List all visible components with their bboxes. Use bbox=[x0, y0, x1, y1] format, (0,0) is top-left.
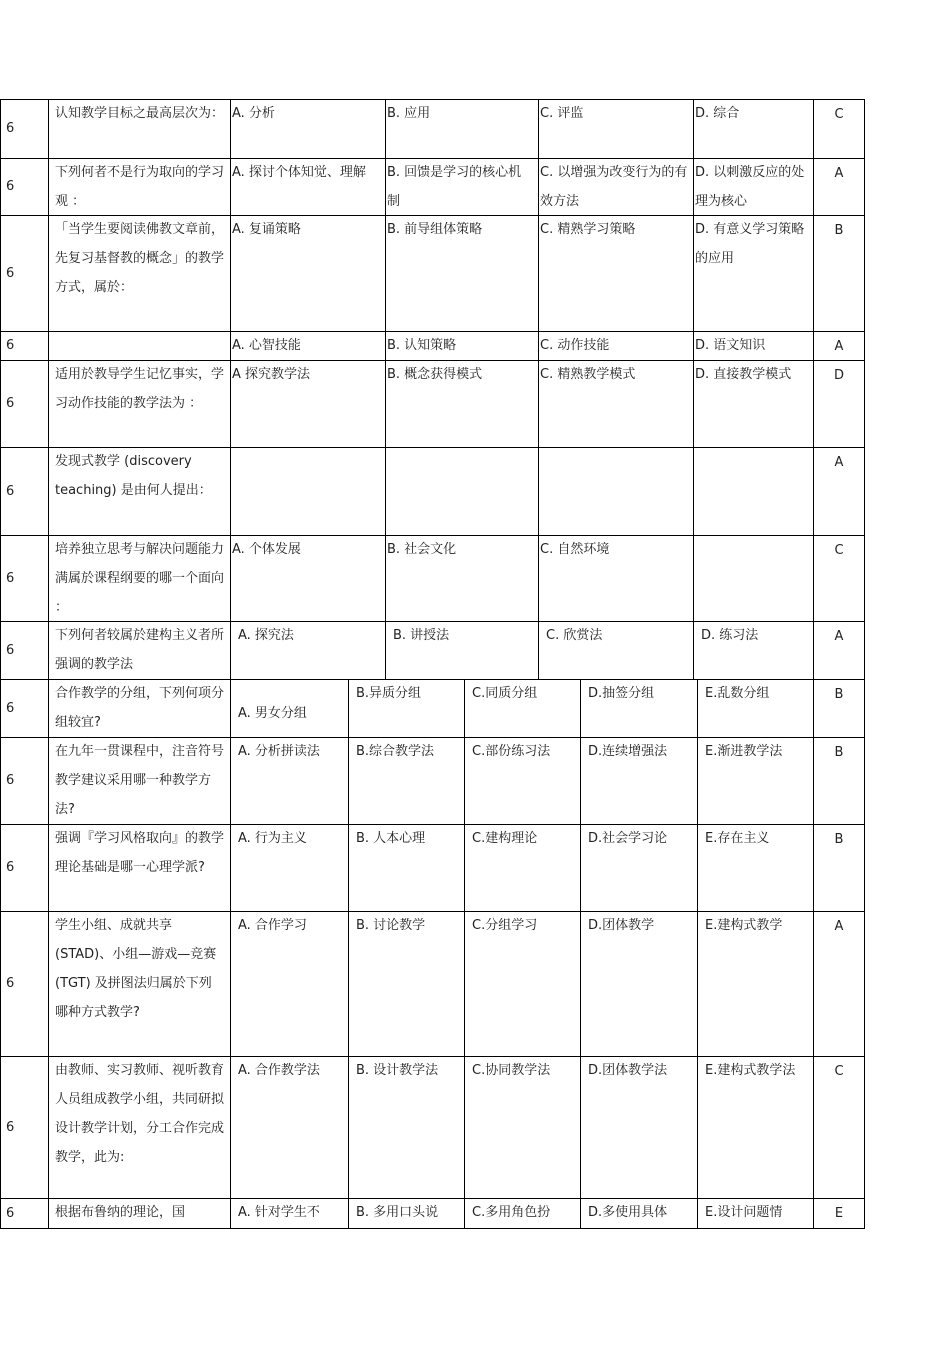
table-border-vertical bbox=[48, 447, 49, 535]
option-c: C.部份练习法 bbox=[472, 744, 551, 759]
option-a: A. 探讨个体知觉、理解 bbox=[232, 165, 366, 180]
table-border-vertical bbox=[693, 99, 694, 158]
answer-key: A bbox=[834, 166, 844, 181]
answer-key: B bbox=[834, 687, 844, 702]
option-d: D.多使用具体 bbox=[588, 1205, 668, 1220]
option-c: C.建构理论 bbox=[472, 831, 538, 846]
option-d: D. 以刺激反应的处理为核心 bbox=[695, 165, 805, 209]
table-border-vertical bbox=[697, 911, 698, 1056]
table-border-vertical bbox=[230, 158, 231, 215]
question-text: 在九年一贯课程中，注音符号教学建议采用哪一种教学方法? bbox=[55, 744, 225, 817]
table-border-horizontal bbox=[0, 535, 865, 536]
table-border-vertical bbox=[864, 679, 865, 737]
question-text: 认知教学目标之最高层次为： bbox=[55, 106, 225, 121]
table-border-vertical bbox=[538, 535, 539, 621]
table-border-vertical bbox=[464, 1198, 465, 1228]
answer-key: E bbox=[834, 1206, 844, 1221]
table-border-vertical bbox=[464, 824, 465, 911]
option-a: A 探究教学法 bbox=[232, 367, 311, 382]
table-border-vertical bbox=[348, 737, 349, 824]
table-border-vertical bbox=[693, 621, 694, 679]
table-border-horizontal bbox=[0, 679, 865, 680]
option-c bbox=[538, 447, 693, 535]
table-border-vertical bbox=[385, 331, 386, 360]
table-border-vertical bbox=[385, 99, 386, 158]
table-border-vertical bbox=[0, 1198, 1, 1228]
option-e: E.设计问题情 bbox=[705, 1205, 783, 1220]
option-c: C. 自然环境 bbox=[540, 542, 610, 557]
table-border-vertical bbox=[348, 1056, 349, 1198]
option-a: A. 合作学习 bbox=[238, 918, 307, 933]
table-border-vertical bbox=[464, 679, 465, 737]
table-border-vertical bbox=[0, 447, 1, 535]
option-c: C. 欣赏法 bbox=[546, 628, 603, 643]
table-border-vertical bbox=[48, 737, 49, 824]
option-a: A. 探究法 bbox=[238, 628, 294, 643]
table-border-horizontal bbox=[0, 331, 865, 332]
option-d: D.团体教学法 bbox=[588, 1063, 668, 1078]
option-b bbox=[385, 447, 538, 535]
table-border-vertical bbox=[538, 158, 539, 215]
table-border-vertical bbox=[230, 215, 231, 331]
option-b: B. 回馈是学习的核心机制 bbox=[387, 165, 522, 209]
table-border-vertical bbox=[230, 99, 231, 158]
table-border-vertical bbox=[864, 824, 865, 911]
table-border-horizontal bbox=[0, 158, 865, 159]
table-border-vertical bbox=[693, 360, 694, 447]
table-border-vertical bbox=[697, 679, 698, 737]
table-border-vertical bbox=[813, 215, 814, 331]
table-border-vertical bbox=[864, 215, 865, 331]
option-c: C. 评监 bbox=[540, 106, 584, 121]
option-b: B.异质分组 bbox=[356, 686, 422, 701]
table-border-vertical bbox=[813, 737, 814, 824]
row-number: 6 bbox=[6, 121, 15, 136]
option-b: B. 讲授法 bbox=[393, 628, 450, 643]
table-border-horizontal bbox=[0, 215, 865, 216]
table-border-vertical bbox=[230, 535, 231, 621]
table-border-vertical bbox=[813, 447, 814, 535]
table-border-vertical bbox=[538, 360, 539, 447]
table-border-vertical bbox=[348, 679, 349, 737]
option-d: D. 有意义学习策略的应用 bbox=[695, 222, 805, 266]
table-border-vertical bbox=[230, 824, 231, 911]
table-border-vertical bbox=[864, 911, 865, 1056]
option-b: B. 讨论教学 bbox=[356, 918, 426, 933]
table-border-vertical bbox=[48, 215, 49, 331]
table-border-vertical bbox=[348, 1198, 349, 1228]
option-c: C. 动作技能 bbox=[540, 338, 610, 353]
answer-key: B bbox=[834, 832, 844, 847]
answer-key: A bbox=[834, 629, 844, 644]
table-border-vertical bbox=[0, 737, 1, 824]
option-b: B. 人本心理 bbox=[356, 831, 426, 846]
table-border-vertical bbox=[864, 1056, 865, 1198]
table-border-vertical bbox=[813, 1198, 814, 1228]
answer-key: B bbox=[834, 223, 844, 238]
option-d bbox=[693, 447, 813, 535]
row-number: 6 bbox=[6, 1205, 15, 1221]
question-text: 适用於教导学生记忆事实，学习动作技能的教学法为 ： bbox=[55, 367, 225, 411]
table-border-horizontal bbox=[0, 1198, 865, 1199]
table-border-vertical bbox=[385, 158, 386, 215]
option-d: D.连续增强法 bbox=[588, 744, 668, 759]
table-border-vertical bbox=[580, 1056, 581, 1198]
table-border-vertical bbox=[385, 360, 386, 447]
table-border-vertical bbox=[697, 1056, 698, 1198]
table-border-vertical bbox=[464, 911, 465, 1056]
table-border-vertical bbox=[48, 1056, 49, 1198]
table-border-vertical bbox=[230, 911, 231, 1056]
table-border-vertical bbox=[464, 737, 465, 824]
option-a: A. 个体发展 bbox=[232, 542, 301, 557]
option-b: B. 应用 bbox=[387, 106, 431, 121]
table-border-vertical bbox=[580, 911, 581, 1056]
option-b: B. 设计教学法 bbox=[356, 1063, 439, 1078]
option-d: D. 练习法 bbox=[701, 628, 759, 643]
table-border-vertical bbox=[864, 535, 865, 621]
table-border-vertical bbox=[864, 621, 865, 679]
option-d: D.团体教学 bbox=[588, 918, 655, 933]
table-border-vertical bbox=[0, 99, 1, 158]
table-border-vertical bbox=[813, 679, 814, 737]
answer-key: A bbox=[834, 339, 844, 354]
table-border-vertical bbox=[697, 1198, 698, 1228]
row-number: 6 bbox=[6, 700, 15, 716]
table-border-vertical bbox=[813, 331, 814, 360]
option-d: D. 语文知识 bbox=[695, 338, 766, 353]
table-border-vertical bbox=[48, 621, 49, 679]
table-border-horizontal bbox=[0, 447, 865, 448]
question-text: 合作教学的分组，下列何项分组较宜? bbox=[55, 686, 225, 730]
table-border-vertical bbox=[813, 911, 814, 1056]
table-border-vertical bbox=[230, 621, 231, 679]
answer-key: D bbox=[833, 368, 844, 383]
table-border-vertical bbox=[813, 535, 814, 621]
table-border-vertical bbox=[538, 99, 539, 158]
option-a: A. 分析 bbox=[232, 106, 275, 121]
option-d: D.社会学习论 bbox=[588, 831, 668, 846]
option-b: B.综合教学法 bbox=[356, 744, 435, 759]
row-number: 6 bbox=[6, 570, 15, 586]
table-border-vertical bbox=[580, 824, 581, 911]
table-border-vertical bbox=[693, 158, 694, 215]
table-border-horizontal bbox=[0, 824, 865, 825]
table-border-vertical bbox=[538, 447, 539, 535]
table-border-vertical bbox=[348, 824, 349, 911]
table-border-vertical bbox=[697, 824, 698, 911]
table-border-vertical bbox=[48, 911, 49, 1056]
table-border-vertical bbox=[48, 158, 49, 215]
option-a: A. 针对学生不 bbox=[238, 1205, 320, 1220]
row-number: 6 bbox=[6, 773, 15, 788]
table-border-vertical bbox=[0, 824, 1, 911]
option-e: E.存在主义 bbox=[705, 831, 770, 846]
table-border-horizontal bbox=[0, 621, 865, 622]
row-number: 6 bbox=[6, 179, 15, 194]
option-d bbox=[693, 535, 813, 621]
table-border-vertical bbox=[864, 360, 865, 447]
question-text: 学生小组、成就共享(STAD)、小组—游戏—竞赛 (TGT) 及拼图法归属於下列哪种方式教学? bbox=[55, 918, 217, 1020]
table-border-vertical bbox=[693, 215, 694, 331]
table-border-vertical bbox=[864, 158, 865, 215]
answer-key: A bbox=[834, 919, 844, 934]
question-text: 下列何者较属於建构主义者所强调的教学法 bbox=[55, 628, 225, 672]
table-border-vertical bbox=[230, 1056, 231, 1198]
table-border-vertical bbox=[580, 1198, 581, 1228]
table-border-horizontal bbox=[0, 911, 865, 912]
table-border-vertical bbox=[230, 737, 231, 824]
question-text: 强调『学习风格取向』的教学理论基础是哪一心理学派? bbox=[55, 831, 225, 875]
table-border-vertical bbox=[0, 1056, 1, 1198]
question-text: 「当学生要阅读佛教文章前，先复习基督教的概念」的教学方式，属於： bbox=[55, 222, 225, 295]
option-a: A. 复诵策略 bbox=[232, 222, 301, 237]
table-border-vertical bbox=[0, 621, 1, 679]
table-border-vertical bbox=[48, 535, 49, 621]
table-border-vertical bbox=[813, 1056, 814, 1198]
table-border-vertical bbox=[348, 911, 349, 1056]
row-number: 6 bbox=[6, 976, 15, 991]
table-border-vertical bbox=[864, 331, 865, 360]
question-text: 由教师、实习教师、视听教育人员组成教学小组，共同研拟设计教学计划，分工合作完成教学，此为: bbox=[55, 1063, 225, 1165]
option-a: A. 行为主义 bbox=[238, 831, 307, 846]
table-border-vertical bbox=[48, 360, 49, 447]
table-border-vertical bbox=[0, 158, 1, 215]
table-border-vertical bbox=[813, 824, 814, 911]
table-border-vertical bbox=[693, 447, 694, 535]
answer-key: C bbox=[834, 1064, 844, 1079]
answer-key: C bbox=[834, 107, 844, 122]
option-e: E.渐进教学法 bbox=[705, 744, 783, 759]
table-border-vertical bbox=[48, 331, 49, 360]
table-border-vertical bbox=[538, 621, 539, 679]
table-border-vertical bbox=[0, 679, 1, 737]
question-text: 发现式教学 (discovery teaching) 是由何人提出： bbox=[55, 454, 212, 498]
option-b: B. 认知策略 bbox=[387, 338, 457, 353]
option-c: C.同质分组 bbox=[472, 686, 538, 701]
table-border-vertical bbox=[385, 447, 386, 535]
question-text: 根据布鲁纳的理论，国 bbox=[55, 1205, 186, 1220]
option-b: B. 社会文化 bbox=[387, 542, 457, 557]
table-border-vertical bbox=[48, 824, 49, 911]
option-c: C. 精熟教学模式 bbox=[540, 367, 636, 382]
option-a: A. 男女分组 bbox=[238, 706, 307, 721]
option-a: A. 心智技能 bbox=[232, 338, 301, 353]
option-d: D.抽签分组 bbox=[588, 686, 655, 701]
table-border-vertical bbox=[0, 331, 1, 360]
option-e: E.乱数分组 bbox=[705, 686, 770, 701]
table-border-vertical bbox=[580, 737, 581, 824]
question-text: 下列何者不是行为取向的学习观 ： bbox=[55, 165, 225, 209]
row-number: 6 bbox=[6, 1119, 15, 1135]
option-e: E.建构式教学 bbox=[705, 918, 783, 933]
table-border-horizontal bbox=[0, 1228, 865, 1229]
option-c: C.多用角色扮 bbox=[472, 1205, 551, 1220]
question-text bbox=[48, 331, 230, 360]
table-border-vertical bbox=[385, 535, 386, 621]
answer-key: C bbox=[834, 543, 844, 558]
option-c: C.协同教学法 bbox=[472, 1063, 551, 1078]
table-border-vertical bbox=[48, 99, 49, 158]
option-c: C.分组学习 bbox=[472, 918, 538, 933]
table-border-horizontal bbox=[0, 99, 865, 100]
table-border-vertical bbox=[813, 158, 814, 215]
table-border-vertical bbox=[813, 621, 814, 679]
option-a bbox=[230, 447, 385, 535]
table-border-vertical bbox=[0, 911, 1, 1056]
table-border-vertical bbox=[0, 215, 1, 331]
table-border-vertical bbox=[385, 215, 386, 331]
table-border-vertical bbox=[864, 737, 865, 824]
row-number: 6 bbox=[6, 396, 15, 411]
table-border-vertical bbox=[864, 1198, 865, 1228]
table-border-vertical bbox=[864, 447, 865, 535]
table-border-vertical bbox=[230, 360, 231, 447]
option-d: D. 综合 bbox=[695, 106, 740, 121]
table-border-vertical bbox=[538, 215, 539, 331]
table-border-horizontal bbox=[0, 1056, 865, 1057]
table-border-vertical bbox=[580, 679, 581, 737]
table-border-vertical bbox=[48, 1198, 49, 1228]
answer-key: A bbox=[834, 455, 844, 470]
option-a: A. 合作教学法 bbox=[238, 1063, 320, 1078]
question-text: 培养独立思考与解决问题能力满属於课程纲要的哪一个面向 ： bbox=[55, 542, 225, 615]
table-border-vertical bbox=[0, 360, 1, 447]
row-number: 6 bbox=[6, 860, 15, 875]
table-border-vertical bbox=[693, 331, 694, 360]
table-border-horizontal bbox=[0, 360, 865, 361]
table-border-vertical bbox=[385, 621, 386, 679]
option-e: E.建构式教学法 bbox=[705, 1063, 796, 1078]
table-border-vertical bbox=[813, 360, 814, 447]
option-c: C. 精熟学习策略 bbox=[540, 222, 636, 237]
option-b: B. 多用口头说 bbox=[356, 1205, 439, 1220]
table-border-vertical bbox=[813, 99, 814, 158]
answer-key: B bbox=[834, 745, 844, 760]
table-border-vertical bbox=[0, 535, 1, 621]
row-number: 6 bbox=[6, 338, 15, 353]
row-number: 6 bbox=[6, 642, 15, 658]
option-a: A. 分析拼读法 bbox=[238, 744, 320, 759]
table-border-vertical bbox=[693, 535, 694, 621]
table-border-vertical bbox=[464, 1056, 465, 1198]
table-border-vertical bbox=[230, 331, 231, 360]
option-d: D. 直接教学模式 bbox=[695, 367, 792, 382]
table-border-vertical bbox=[538, 331, 539, 360]
table-border-vertical bbox=[697, 737, 698, 824]
table-border-vertical bbox=[230, 679, 231, 737]
table-border-vertical bbox=[230, 1198, 231, 1228]
option-b: B. 前导组体策略 bbox=[387, 222, 483, 237]
option-b: B. 概念获得模式 bbox=[387, 367, 483, 382]
table-border-horizontal bbox=[0, 737, 865, 738]
table-border-vertical bbox=[230, 447, 231, 535]
row-number: 6 bbox=[6, 483, 15, 499]
table-border-vertical bbox=[864, 99, 865, 158]
table-border-vertical bbox=[48, 679, 49, 737]
option-c: C. 以增强为改变行为的有效方法 bbox=[540, 165, 688, 209]
row-number: 6 bbox=[6, 265, 15, 281]
